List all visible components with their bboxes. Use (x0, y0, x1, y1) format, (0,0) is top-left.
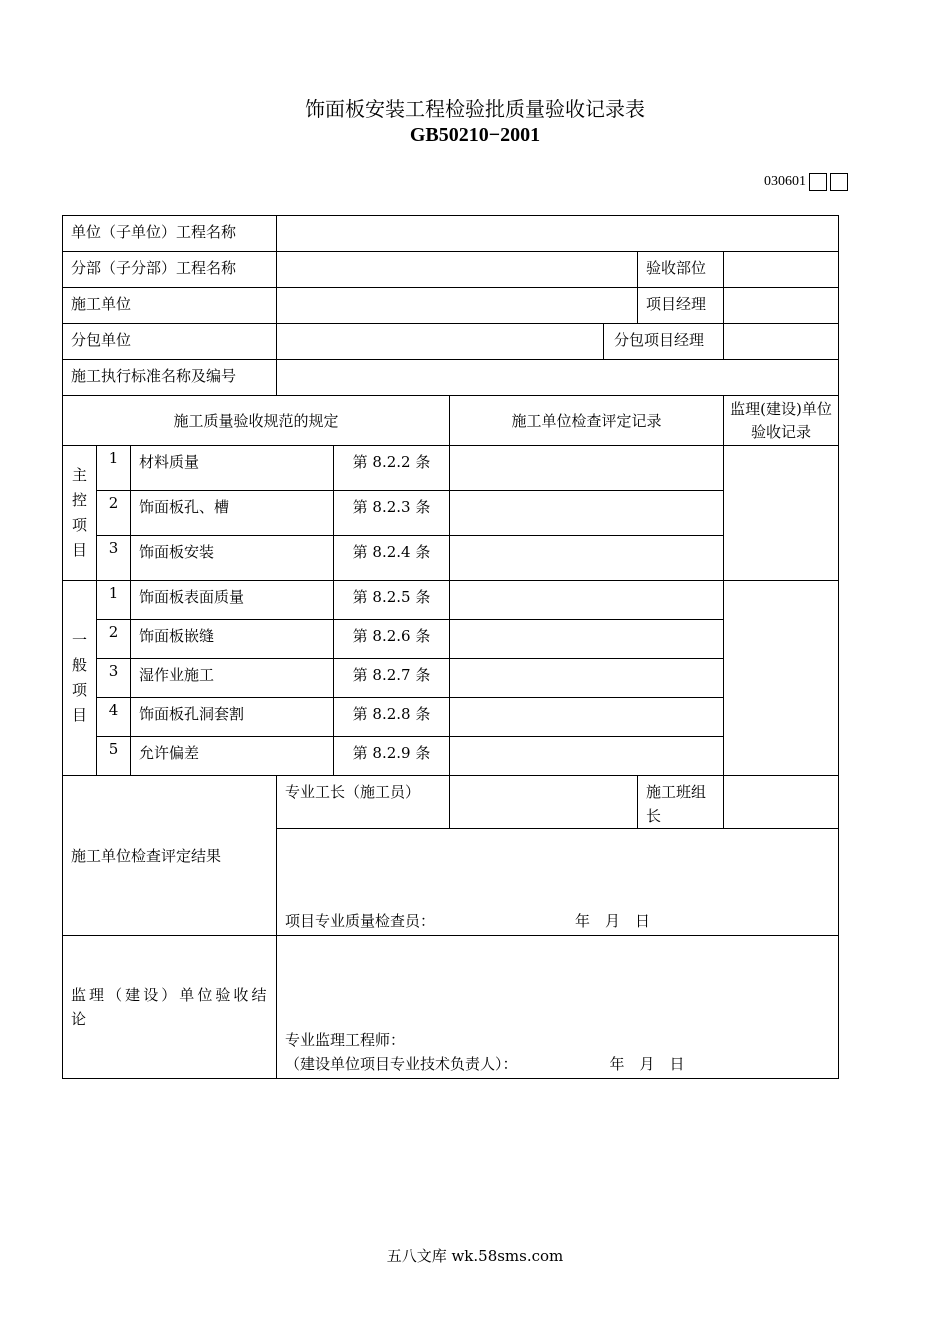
general-item-name: 允许偏差 (131, 737, 334, 776)
general-item-no: 4 (97, 698, 131, 737)
project-manager-value[interactable] (724, 288, 839, 324)
contractor-value[interactable] (277, 288, 638, 324)
sub-pm-value[interactable] (724, 324, 839, 360)
conclusion-signature[interactable] (277, 936, 839, 1079)
general-group-char-2: 般 (71, 656, 87, 674)
main-items-supervisor-record[interactable] (724, 446, 839, 581)
main-items-group (63, 446, 97, 581)
subproject-value[interactable] (277, 252, 638, 288)
main-item-name: 饰面板安装 (131, 536, 334, 581)
general-item-clause: 第 8.2.8 条 (334, 698, 450, 737)
project-manager-label: 项目经理 (638, 288, 724, 324)
general-items-supervisor-record[interactable] (724, 581, 839, 776)
acceptance-part-label: 验收部位 (638, 252, 724, 288)
result-label: 施工单位检查评定结果 (63, 776, 277, 936)
main-item-no: 1 (97, 446, 131, 491)
main-item-record[interactable] (450, 491, 724, 536)
general-item-record[interactable] (450, 737, 724, 776)
general-group-char-4: 目 (71, 706, 87, 724)
standard-value[interactable] (277, 360, 839, 396)
footer-watermark: 五八文库 wk.58sms.com (386, 1247, 564, 1265)
main-group-char-4: 目 (71, 541, 87, 559)
main-item-name: 饰面板孔、槽 (131, 491, 334, 536)
general-item-record[interactable] (450, 659, 724, 698)
general-item-record[interactable] (450, 620, 724, 659)
general-group-char-1: 一 (71, 631, 87, 649)
standard-label: 施工执行标准名称及编号 (63, 360, 277, 396)
contractor-record-header: 施工单位检查评定记录 (450, 396, 724, 446)
subcontractor-label: 分包单位 (63, 324, 277, 360)
standard-code: GB50210−2001 (409, 124, 541, 146)
conclusion-label: 监理（建设）单位验收结论 (63, 936, 277, 1079)
subcontractor-value[interactable] (277, 324, 604, 360)
general-item-clause: 第 8.2.7 条 (334, 659, 450, 698)
project-name-value[interactable] (277, 216, 839, 252)
general-item-clause: 第 8.2.6 条 (334, 620, 450, 659)
foreman-value[interactable] (450, 776, 638, 829)
general-item-no: 3 (97, 659, 131, 698)
inspector-label: 项目专业质量检查员： (285, 912, 436, 930)
general-item-name: 饰面板孔洞套割 (131, 698, 334, 737)
general-item-clause: 第 8.2.5 条 (334, 581, 450, 620)
general-item-name: 饰面板表面质量 (131, 581, 334, 620)
form-number-text: 030601 (764, 174, 806, 189)
main-item-clause: 第 8.2.3 条 (334, 491, 450, 536)
general-item-record[interactable] (450, 698, 724, 737)
acceptance-part-value[interactable] (724, 252, 839, 288)
project-name-label: 单位（子单位）工程名称 (63, 216, 277, 252)
form-title: 饰面板安装工程检验批质量验收记录表 (305, 97, 645, 121)
main-item-record[interactable] (450, 536, 724, 581)
subproject-label: 分部（子分部）工程名称 (63, 252, 277, 288)
general-group-char-3: 项 (71, 681, 87, 699)
form-number-box-1[interactable] (809, 173, 827, 191)
contractor-label: 施工单位 (63, 288, 277, 324)
team-leader-value[interactable] (724, 776, 839, 829)
form-number-box-2[interactable] (830, 173, 848, 191)
conclusion-date: 年 月 日 (609, 1055, 685, 1073)
general-item-no: 1 (97, 581, 131, 620)
main-item-clause: 第 8.2.4 条 (334, 536, 450, 581)
team-leader-label: 施工班组长 (638, 776, 724, 829)
general-item-name: 湿作业施工 (131, 659, 334, 698)
foreman-label: 专业工长（施工员） (277, 776, 450, 829)
inspector-date: 年 月 日 (575, 912, 651, 930)
main-group-char-3: 项 (71, 516, 87, 534)
owner-label: （建设单位项目专业技术负责人）： (285, 1055, 518, 1073)
general-item-no: 2 (97, 620, 131, 659)
main-item-clause: 第 8.2.2 条 (334, 446, 450, 491)
main-item-name: 材料质量 (131, 446, 334, 491)
general-item-no: 5 (97, 737, 131, 776)
supervisor-record-header: 监理(建设)单位验收记录 (724, 396, 839, 446)
engineer-label: 专业监理工程师： (285, 1031, 406, 1049)
inspector-signature[interactable] (277, 829, 839, 936)
spec-header: 施工质量验收规范的规定 (63, 396, 450, 446)
main-item-no: 2 (97, 491, 131, 536)
main-group-char-2: 控 (71, 491, 87, 509)
form-number (764, 172, 848, 192)
general-items-group (63, 581, 97, 776)
main-item-no: 3 (97, 536, 131, 581)
general-item-record[interactable] (450, 581, 724, 620)
main-item-record[interactable] (450, 446, 724, 491)
main-group-char-1: 主 (71, 466, 87, 484)
general-item-name: 饰面板嵌缝 (131, 620, 334, 659)
inspection-table (62, 215, 839, 1079)
sub-pm-label: 分包项目经理 (604, 324, 724, 360)
general-item-clause: 第 8.2.9 条 (334, 737, 450, 776)
